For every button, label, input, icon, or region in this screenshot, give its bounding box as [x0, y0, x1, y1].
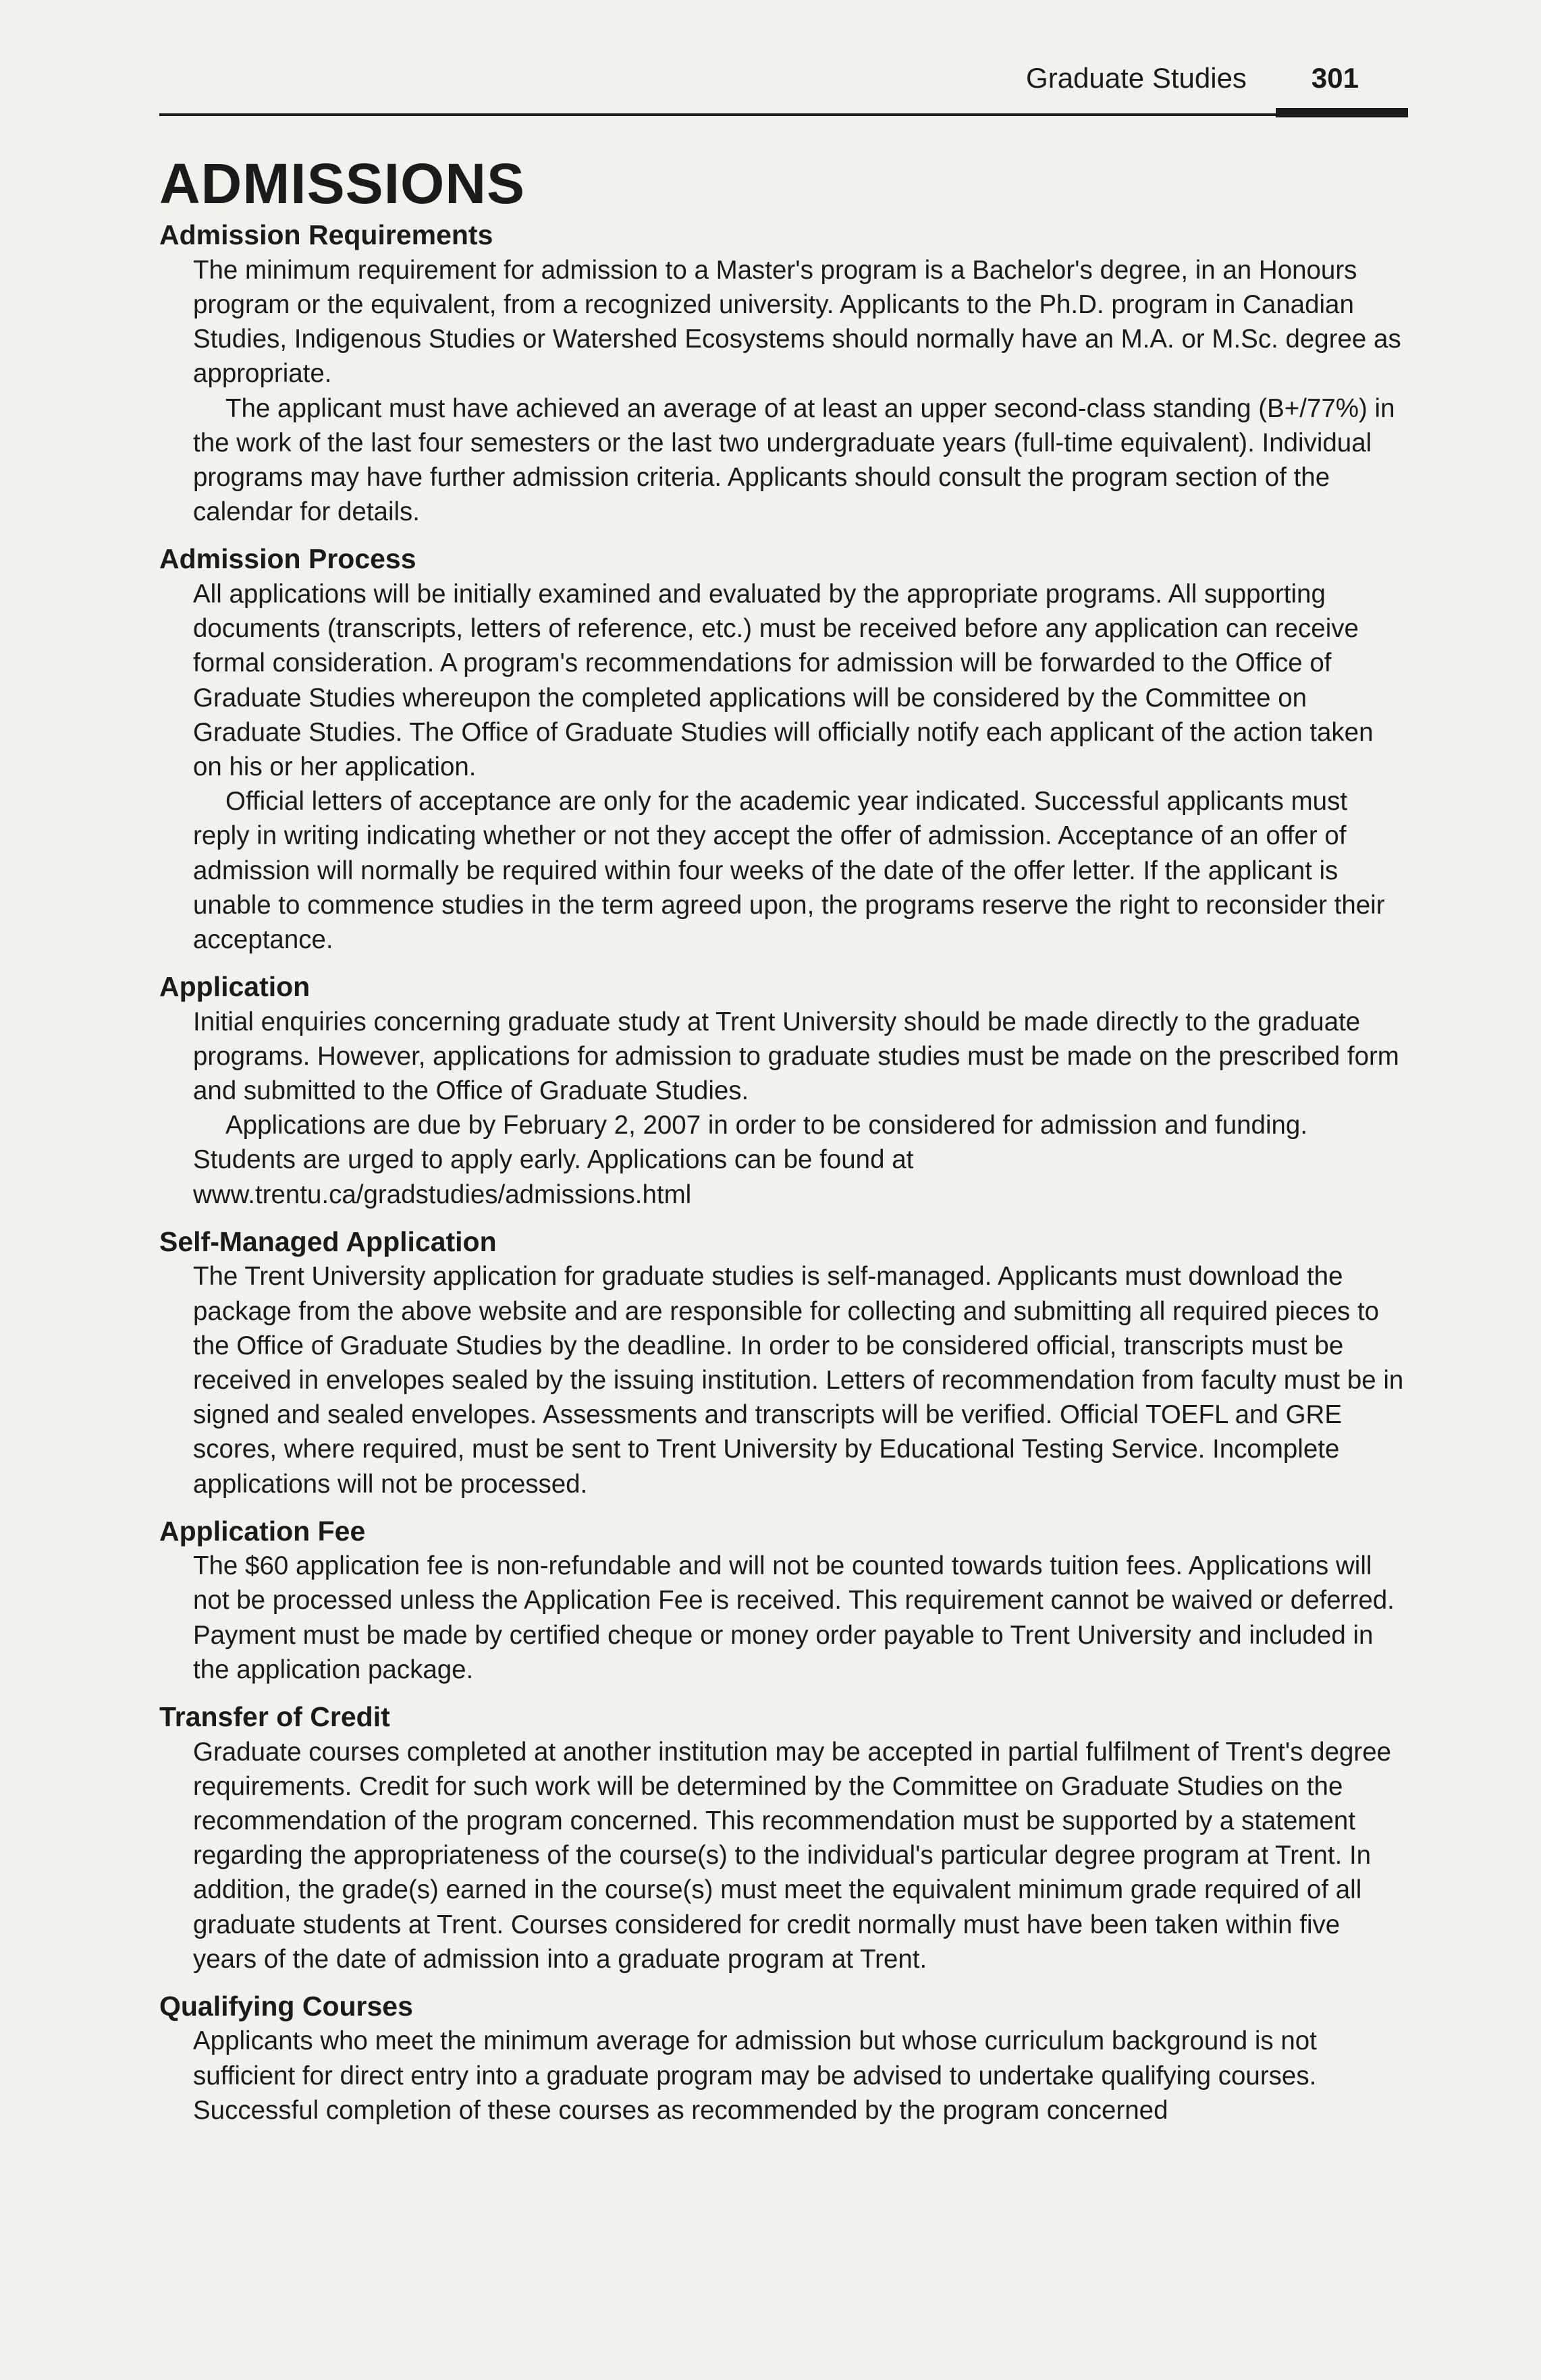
heading-application: Application [159, 971, 310, 1003]
paragraph: All applications will be initially examined and evaluated by the appropriate programs. All supporting documents (transcripts, letters of reference, etc.) must be received before any application can receive formal consideration. A program's recommendations for admission will be forwarded to the Office of Graduate Studies whereupon the completed applications will be considered by the Committee on Graduate Studies. The Office of Graduate Studies will officially notify each applicant of the action taken on his or her application. [193, 579, 1374, 781]
heading-admission-requirements: Admission Requirements [159, 219, 493, 251]
paragraph: The $60 application fee is non-refundable and will not be counted towards tuition fees. Applications will not be processed unless the Application Fee is received. This requirement cannot be waived or deferred. Payment must be made by certified cheque or money order payable to Trent University and included in the application package. [193, 1551, 1395, 1684]
section-admission-requirements [159, 217, 1408, 529]
section-qualifying-courses [159, 1989, 1408, 2128]
heading-self-managed-application: Self-Managed Application [159, 1225, 497, 1257]
section-title: ADMISSIONS [159, 152, 526, 215]
heading-admission-process: Admission Process [159, 543, 416, 575]
heading-application-fee: Application Fee [159, 1515, 366, 1547]
page-number: 301 [1311, 62, 1359, 94]
section-self-managed-application [159, 1224, 1408, 1501]
section-application-fee [159, 1514, 1408, 1687]
heading-qualifying-courses: Qualifying Courses [159, 1990, 413, 2022]
header-rule [159, 113, 1408, 116]
paragraph: Applications are due by February 2, 2007 in order to be considered for admission and funding. Students are urged to apply early. Applications can be found at www.trentu.ca/gradstudies/admissions.html [193, 1111, 1308, 1209]
paragraph: Applicants who meet the minimum average for admission but whose curriculum background is not sufficient for direct entry into a graduate program may be advised to undertake qualifying courses. Successful completion of these courses as recommended by the program concerned [193, 2026, 1317, 2125]
section-admission-process [159, 541, 1408, 957]
heading-transfer-of-credit: Transfer of Credit [159, 1701, 390, 1733]
running-title: Graduate Studies [1026, 62, 1247, 94]
paragraph: Initial enquiries concerning graduate study at Trent University should be made directly to the graduate programs. However, applications for admission to graduate studies must be made on the prescribed form and submitted to the Office of Graduate Studies. [193, 1007, 1399, 1106]
running-header [1026, 62, 1359, 94]
paragraph: The minimum requirement for admission to a Master's program is a Bachelor's degree, in an Honours program or the equivalent, from a recognized university. Applicants to the Ph.D. program in Canadian Studies, Indigenous Studies or Watershed Ecosystems should normally have an M.A. or M.Sc. degree as appropriate. [193, 255, 1401, 389]
paragraph: The applicant must have achieved an average of at least an upper second-class standing (B+/77%) in the work of the last four semesters or the last two undergraduate years (full-time equivalent). Individual programs may have further admission criteria. Applicants should consult the program section of the calendar for details. [193, 393, 1395, 527]
header-rule-tab [1276, 108, 1408, 117]
section-transfer-of-credit [159, 1699, 1408, 1976]
paragraph: The Trent University application for graduate studies is self-managed. Applicants must download the package from the above website and are responsible for collecting and submitting all required pieces to the Office of Graduate Studies by the deadline. In order to be considered official, transcripts must be received in envelopes sealed by the issuing institution. Letters of recommendation from faculty must be in signed and sealed envelopes. Assessments and transcripts will be verified. Official TOEFL and GRE scores, where required, must be sent to Trent University by Educational Testing Service. Incomplete applications will not be processed. [193, 1262, 1404, 1499]
paragraph: Official letters of acceptance are only for the academic year indicated. Successful applicants must reply in writing indicating whether or not they accept the offer of admission. Acceptance of an offer of admission will normally be required within four weeks of the date of the offer letter. If the applicant is unable to commence studies in the term agreed upon, the programs reserve the right to reconsider their acceptance. [193, 787, 1385, 954]
page-content [159, 153, 1408, 2140]
paragraph: Graduate courses completed at another institution may be accepted in partial fulfilment of Trent's degree requirements. Credit for such work will be determined by the Committee on Graduate Studies on the recommendation of the program concerned. This recommendation must be supported by a statement regarding the appropriateness of the course(s) to the individual's particular degree program at Trent. In addition, the grade(s) earned in the course(s) must meet the equivalent minimum grade required of all graduate students at Trent. Courses considered for credit normally must have been taken within five years of the date of admission into a graduate program at Trent. [193, 1737, 1392, 1974]
section-application [159, 969, 1408, 1212]
